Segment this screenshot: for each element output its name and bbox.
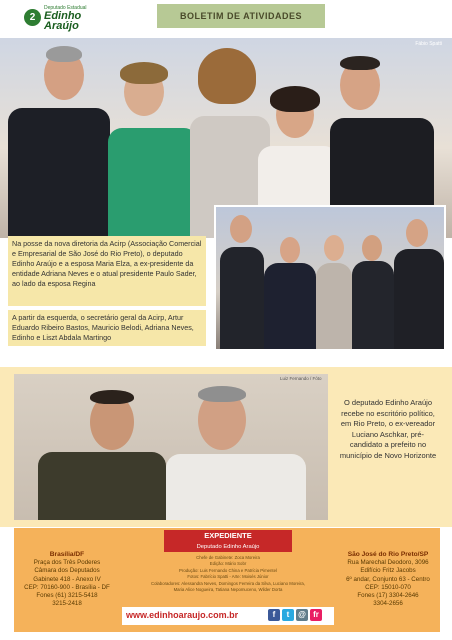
- inset-photo-caption: A partir da esquerda, o secretário geral da Acirp, Artur Eduardo Ribeiro Bastos, Mauricio Belodi, Adriana Neves, Edinho e Liszt Abdala Martingo: [8, 310, 206, 346]
- photo-person: [220, 247, 264, 351]
- brand-logo: [44, 5, 104, 31]
- credit-line: Edição: Mário Sobr: [209, 561, 247, 567]
- address-line: 3215-2418: [52, 600, 82, 608]
- website-link[interactable]: www.edinhoaraujo.com.br: [126, 610, 239, 620]
- photo-person-head: [362, 235, 382, 261]
- brasilia-address: [14, 541, 120, 627]
- photo-person: [316, 263, 352, 351]
- inset-group-photo: [214, 205, 446, 351]
- address-line: 3304-2656: [373, 600, 403, 608]
- credit-line: Produção: Luis Fernando China e Patrícia Pimentel: [179, 567, 277, 573]
- logo-name-first: Edinho: [44, 10, 82, 22]
- address-line: Gabinete 418 - Anexo IV: [33, 575, 101, 583]
- photo-person-hair: [198, 386, 246, 402]
- expediente-subtitle: Deputado Edinho Araújo: [164, 542, 292, 552]
- twitter-icon[interactable]: t: [282, 609, 294, 621]
- photo-person: [38, 452, 166, 520]
- mail-icon[interactable]: @: [296, 609, 308, 621]
- address-line: Rua Marechal Deodoro, 3096: [347, 559, 429, 567]
- rio-preto-city: São José do Rio Preto/SP: [347, 551, 429, 558]
- photo-person-head: [406, 219, 428, 247]
- address-line: CEP: 70160-900 - Brasília - DF: [24, 583, 110, 591]
- staff-credits: [122, 555, 334, 605]
- address-line: Fones (17) 3304-2646: [357, 592, 419, 600]
- page-number: 2: [24, 9, 41, 26]
- photo-person-hair: [90, 390, 134, 404]
- photo-person-head: [324, 235, 344, 261]
- photo-person-head: [230, 215, 252, 243]
- main-photo-caption: Na posse da nova diretoria da Acirp (Associação Comercial e Empresarial de São José do Rio Preto), o deputado Edinho Araújo e a esposa Maria Elza, a ex-presidente da entidade Adriana Neves e o atual presidente Paulo Sader, ao lado da esposa Regina: [8, 236, 206, 306]
- meeting-photo-caption: O deputado Edinho Araújo recebe no escritório político, em Rio Preto, o ex-vereador Luciano Aschkar, pré-candidato a prefeito no município de Novo Horizonte: [339, 398, 437, 460]
- address-line: Fones (61) 3215-5418: [36, 592, 98, 600]
- address-line: Câmara dos Deputados: [34, 567, 100, 575]
- address-line: Praça dos Três Poderes: [33, 559, 101, 567]
- facebook-icon[interactable]: f: [268, 609, 280, 621]
- address-line: 6º andar, Conjunto 63 - Centro: [346, 575, 430, 583]
- meeting-photo-credit: Luiz Fernando / Fóto: [280, 376, 322, 381]
- photo-person: [394, 249, 444, 351]
- photo-person: [352, 261, 394, 351]
- address-line: CEP: 15010-070: [365, 583, 411, 591]
- logo-name-last: Araújo: [44, 20, 79, 32]
- meeting-photo: [14, 374, 328, 520]
- credit-line: Colaboradores: Alessandra Neves, Domingos Ferreira da Silva, Luciano Moreira,: [150, 580, 306, 586]
- photo-person: [166, 454, 306, 520]
- photo-person-head: [280, 237, 300, 263]
- expediente-title: EXPEDIENTE: [164, 530, 292, 542]
- section-title: BOLETIM DE ATIVIDADES: [157, 4, 325, 28]
- photo-person: [264, 263, 316, 351]
- credit-line: Fotos: Fabrício Spatti - Arte: Moisés Júnior: [187, 574, 269, 580]
- brasilia-city: Brasília/DF: [49, 551, 85, 558]
- flickr-icon[interactable]: fr: [310, 609, 322, 621]
- credit-line: Chefe de Gabinete: Zoca Moreira: [196, 555, 260, 560]
- address-line: Edifício Fritz Jacobs: [360, 567, 416, 575]
- rio-preto-address: [336, 541, 440, 627]
- photo-credit: Fábio Spatti: [415, 41, 442, 47]
- credit-line: Maria Alice Nogueira, Tatiana Nepomuceno, Wilder Dorta: [173, 587, 283, 593]
- logo-subtitle: Deputado Estadual: [44, 5, 87, 11]
